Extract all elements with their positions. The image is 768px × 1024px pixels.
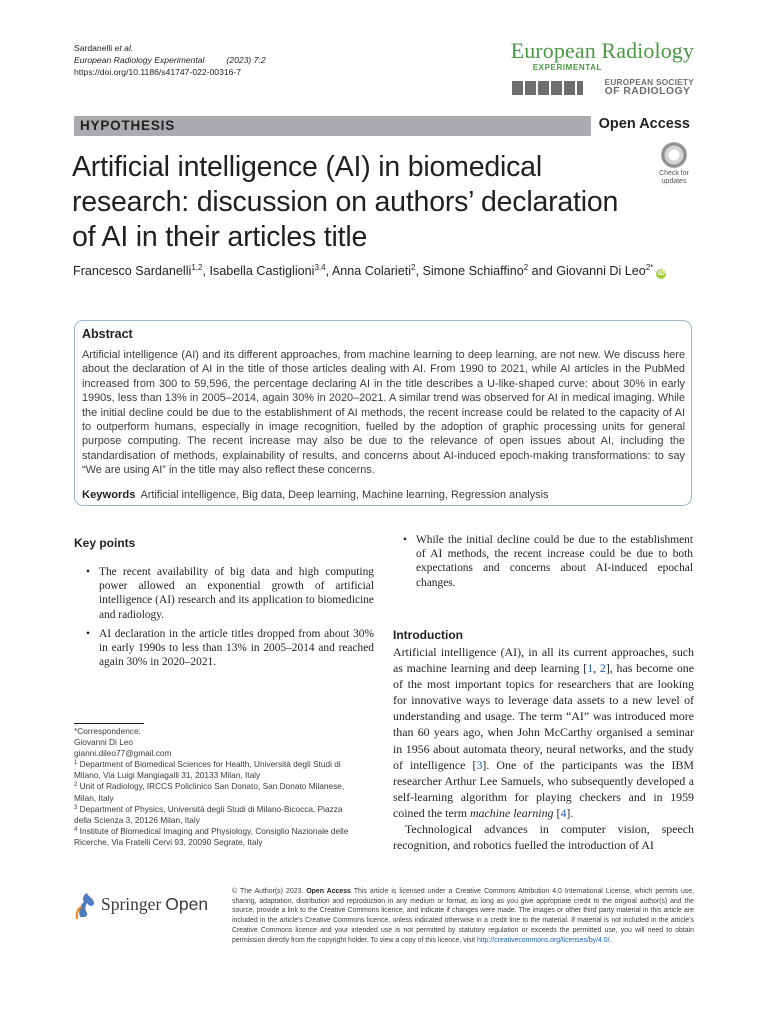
springer-horse-icon bbox=[74, 891, 98, 919]
affiliation-item: $^3$ Department of Physics, Università degli Studi di Milano-Bicocca, Piazza della Scienza 3, 20126 Milan, Italy bbox=[74, 803, 343, 825]
author-affiliation: 2 bbox=[411, 263, 416, 272]
author-affiliation: 3,4 bbox=[314, 263, 326, 272]
correspondence-block bbox=[74, 726, 354, 848]
orcid-icon[interactable]: iD bbox=[657, 270, 665, 277]
keywords-list: Artificial intelligence, Big data, Deep learning, Machine learning, Regression analysis bbox=[140, 489, 549, 501]
citation-journal: European Radiology Experimental bbox=[74, 55, 205, 65]
correspondence-label: *Correspondence: bbox=[74, 726, 141, 736]
author-affiliation: 2* bbox=[645, 263, 654, 272]
author-name[interactable]: Francesco Sardanelli bbox=[73, 264, 192, 278]
key-point-item: • While the initial decline could be due to the establishment of AI methods, the recent increase could be due to both expectations and concerns about AI-induced epochal changes. bbox=[403, 533, 693, 590]
key-points-list bbox=[86, 565, 374, 674]
citation-et-al: et al. bbox=[114, 43, 134, 53]
key-points-heading: Key points bbox=[74, 536, 136, 550]
affiliation-item: $^4$ Institute of Biomedical Imaging and Physiology, Consiglio Nazionale delle Ricerche, Via Fratelli Cervi 93, 20090 Segrate, Italy bbox=[74, 825, 349, 847]
reference-link[interactable]: 3 bbox=[476, 757, 483, 772]
reference-link[interactable]: 1 bbox=[587, 661, 594, 676]
introduction-body bbox=[393, 644, 694, 853]
key-point-item: • The recent availability of big data and high computing power allowed an exponential growth of artificial intelligence (AI) research and its application to biomedicine and radiology. bbox=[86, 565, 374, 622]
open-access-label: Open Access bbox=[591, 113, 694, 137]
citation-year-volume: (2023) 7:2 bbox=[226, 55, 266, 65]
springer-open-text: Springer Open bbox=[101, 894, 209, 914]
journal-name: European Radiology bbox=[510, 38, 694, 63]
article-type-bar bbox=[74, 116, 694, 136]
journal-logo bbox=[494, 40, 694, 100]
key-points-list-continued bbox=[403, 533, 693, 595]
author-name[interactable]: Anna Colarieti bbox=[331, 264, 411, 278]
introduction-paragraph: Technological advances in computer vision, speech recognition, and robotics fuelled the introduction of AI bbox=[393, 822, 694, 853]
reference-link[interactable]: 4 bbox=[560, 805, 567, 820]
citation-doi-link[interactable]: https://doi.org/10.1186/s41747-022-00316-7 bbox=[74, 67, 242, 77]
abstract-text: Artificial intelligence (AI) and its different approaches, from machine learning to deep learning, are not new. We discuss here about the declaration of AI in the title of those articles dealing with AI. From 1990 to 2021, while AI articles in the PubMed increased from 300 to 59,596, the percentage declaring AI in the title describes a U-like-shaped curve: about 30% in early 1990s, less than 13% in 2005–2014, again 30% in 2020–2021. A similar trend was observed for AI in medical imaging. While the initial decline could be due to the establishment of AI methods, the recent increase could be related to the capacity of AI to outperform humans, especially in image recognition, fuelled by the adoption of graphic processing units for general purpose computing. The recent increase may also be due to the relevance of open issues about AI, including the standardisation of methods, explainability of results, and concerns about AI-induced epoch-making transformations: to say “We are using AI” in the title may also reflect these concerns. bbox=[82, 349, 685, 477]
keywords-line bbox=[82, 489, 549, 501]
author-affiliation: 1,2 bbox=[191, 263, 203, 272]
check-for-updates-button[interactable] bbox=[655, 142, 693, 186]
keywords-label: Keywords bbox=[82, 489, 136, 501]
check-for-updates-label: Check for updates bbox=[659, 170, 689, 185]
license-text: © The Author(s) 2023. Open Access This article is licensed under a Creative Commons Attribution 4.0 International License, which permits use, sharing, adaptation, distribution and reproduction in any medium or format, as long as you give appropriate credit to the original author(s) and the source, provide a link to the Creative Commons licence, and indicate if changes were made. The images or other third party material in this article are included in the article’s Creative Commons licence, unless indicated otherwise in a credit line to the material. If material is not included in the article’s Creative Commons licence and your intended use is not permitted by statutory regulation or exceeds the permitted use, you will need to obtain permission directly from the copyright holder. To view a copy of this licence, visit http://creativecommons.org/licenses/by/4.0/. bbox=[232, 888, 694, 944]
correspondence-name: Giovanni Di Leo bbox=[74, 737, 134, 748]
author-name[interactable]: Giovanni Di Leo bbox=[556, 264, 646, 278]
esr-society-name: EUROPEAN SOCIETY OF RADIOLOGY bbox=[604, 78, 694, 97]
springer-open-logo[interactable] bbox=[74, 890, 224, 920]
author-name[interactable]: Isabella Castiglioni bbox=[209, 264, 315, 278]
license-link[interactable]: http://creativecommons.org/licenses/by/4.0/ bbox=[476, 936, 610, 944]
abstract-heading: Abstract bbox=[82, 327, 133, 341]
author-list: Francesco Sardanelli$^{1,2}$, Isabella Castiglioni$^{3,4}$, Anna Colarieti$^2$, Simone Schiaffino$^2$ and Giovanni Di Leo$^{2*}$iD bbox=[73, 263, 665, 278]
abstract-box bbox=[74, 320, 692, 506]
citation-block bbox=[74, 42, 266, 78]
correspondence-email[interactable]: gianni.dileo77@gmail.com bbox=[74, 748, 172, 759]
article-type-label: HYPOTHESIS bbox=[80, 118, 176, 133]
author-affiliation: 2 bbox=[523, 263, 529, 272]
reference-link[interactable]: 2 bbox=[599, 661, 606, 676]
article-title: Artificial intelligence (AI) in biomedical research: discussion on authors’ declaration of AI in their articles title bbox=[72, 151, 619, 253]
citation-authors: Sardanelli bbox=[74, 43, 113, 53]
affiliation-item: $^2$ Unit of Radiology, IRCCS Policlinico San Donato, San Donato Milanese, Milan, Italy bbox=[74, 781, 345, 803]
affiliation-item: $^1$ Department of Biomedical Sciences for Health, Università degli Studi di Milano, Via Luigi Mangiagalli 31, 20133 Milan, Italy bbox=[74, 759, 341, 781]
introduction-paragraph: Artificial intelligence (AI), in all its current approaches, such as machine learning and deep learning [1, 2], has become one of the most important topics for researchers that are looking for innovative ways to leverage data assets to a new level of understanding and usage. The term “AI” was introduced more than 60 years ago, when John McCarthy organised a seminar in 1956 about automata theory, neural networks, and the study of intelligence [3]. One of the participants was the IBM researcher Arthur Lee Samuels, who subsequently developed a self-learning algorithm for playing checkers and in 1959 coined the term machine learning [4]. bbox=[393, 645, 695, 820]
key-point-item: • AI declaration in the article titles dropped from about 30% in early 1990s to less than 13% in 2005–2014 and reached again 30% in 2020–2021. bbox=[86, 627, 374, 670]
check-for-updates-icon bbox=[661, 142, 687, 168]
esr-logo bbox=[512, 76, 694, 96]
esr-mark-icon bbox=[512, 78, 585, 98]
journal-subtitle: EXPERIMENTAL bbox=[532, 63, 602, 72]
author-name[interactable]: Simone Schiaffino bbox=[422, 264, 524, 278]
introduction-heading: Introduction bbox=[393, 628, 463, 642]
